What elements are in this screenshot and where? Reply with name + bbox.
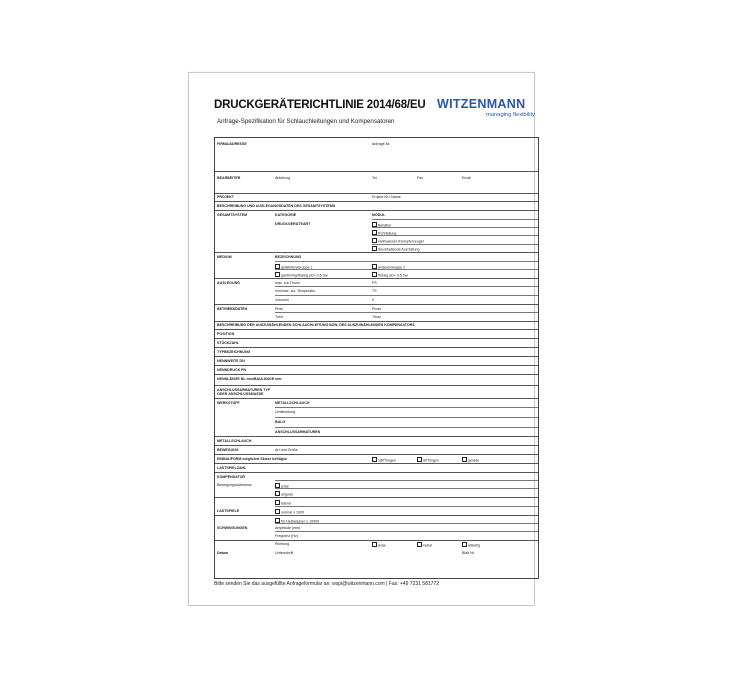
nennlaenge-label: NENNLÄNGE NL mm/BAULÄNGE mm — [217, 377, 282, 381]
checkbox-gasfoermig[interactable]: gasförmig/flüssig pD> 0,5 bar — [275, 272, 328, 278]
stueckzahl-label: STÜCKZAHL — [217, 341, 239, 345]
form-rule — [372, 227, 538, 228]
anfrage-label: Anfrage-Nr. — [372, 142, 391, 146]
form-rule — [215, 338, 538, 339]
gesamtsystem-label: GESAMTSYSTEM — [217, 213, 248, 217]
volumen-label: Volumen — [275, 298, 289, 302]
logo-wordmark: WITZENMANN — [437, 97, 526, 111]
form-rule — [215, 374, 538, 375]
form-rule — [215, 463, 538, 464]
gesamtsystem-heading: BESCHREIBUNG UND AUSLEGUNGSDATEN DES GESAMTSYSTEMS — [217, 204, 336, 208]
footer-note: Bitte senden Sie das ausgefüllte Anfrageformular an: wspi@witzenmann.com | Fax: +49 7231 581772 — [214, 581, 439, 587]
checkbox-richtung-axial[interactable]: axial — [372, 542, 385, 548]
art-und-groesse-label: Art und Größe — [275, 448, 298, 452]
form-rule — [215, 385, 538, 386]
form-rule — [215, 252, 538, 253]
form-rule — [215, 436, 538, 437]
lastspiele-label: LASTSPIELE — [217, 509, 240, 513]
form-sheet — [188, 72, 535, 606]
checkbox-rohrleitung[interactable]: Rohrleitung — [372, 230, 396, 236]
checkbox-gerade[interactable]: gerade — [462, 457, 479, 463]
tel-label: Tel. — [372, 176, 378, 180]
witzenmann-logo — [437, 97, 537, 118]
form-rule — [215, 497, 538, 498]
checkbox-richtung-radial[interactable]: radial — [417, 542, 432, 548]
druckgeraeteart-label: DRUCKGERÄTEART — [275, 222, 311, 226]
checkbox-90-bogen[interactable]: 90°Bogen — [417, 457, 439, 463]
anschlussarmaturen-label: ANSCHLUSSARMATUREN — [275, 430, 321, 434]
specification-form — [214, 137, 539, 579]
checkbox-lastspiele-normal[interactable]: normal ≥ 1000 — [275, 509, 304, 515]
logo-tagline: managing flexibility — [486, 112, 535, 118]
medium-label: MEDIUM — [217, 255, 232, 259]
modul-label: MODUL — [372, 213, 386, 217]
checkbox-behaelter[interactable]: Behälter — [372, 222, 391, 228]
projekt-nr-label: Projekt-Nr./-Name — [372, 195, 401, 199]
form-rule — [275, 407, 538, 408]
checkbox-180-bogen[interactable]: 180°Bogen — [372, 457, 396, 463]
bezeichnung-label: BEZEICHNUNG — [275, 255, 302, 259]
form-rule — [275, 531, 538, 532]
email-label: Email — [462, 176, 471, 180]
form-rule — [215, 398, 538, 399]
form-rule — [215, 356, 538, 357]
metallschlauch-label: METALLSCHLAUCH — [217, 439, 252, 443]
form-rule — [275, 286, 538, 287]
checkbox-axial[interactable]: axial — [275, 483, 288, 489]
balg-label: BALG — [275, 420, 286, 424]
form-rule — [215, 304, 538, 305]
form-rule — [275, 417, 538, 418]
form-rule — [275, 488, 538, 489]
position-label: POSITION — [217, 332, 235, 336]
anschlussmasse-label: ODER ANSCHLUSSMASSE — [217, 392, 264, 396]
frequenz-label: Frequenz (Hz) — [275, 534, 298, 538]
form-rule — [215, 515, 538, 516]
pmax-label: Pmax — [372, 307, 382, 311]
form-rule — [275, 295, 538, 296]
form-rule — [215, 329, 538, 330]
werkstoff-label: WERKSTOFF — [217, 401, 240, 405]
schwingungen-label: SCHWINGUNGEN — [217, 526, 248, 530]
werkstoff-metallschlauch-label: METALLSCHLAUCH — [275, 401, 310, 405]
auslegung-label: AUSLEGUNG — [217, 281, 240, 285]
fax-label: Fax — [417, 176, 423, 180]
bewegung-label: BEWEGUNG — [217, 448, 239, 452]
betriebsdaten-label: BETRIEBSDATEN — [217, 307, 248, 311]
abteilung-label: Abteilung — [275, 176, 290, 180]
form-rule — [275, 261, 538, 262]
form-rule — [215, 540, 538, 541]
richtung-label: Richtung — [275, 542, 290, 546]
nenndruck-label: NENNDRUCK PN — [217, 368, 247, 372]
v-label: V — [372, 298, 375, 302]
form-rule — [372, 244, 538, 245]
form-rule — [372, 235, 538, 236]
form-rule — [215, 445, 538, 446]
ps-label: PS — [372, 281, 377, 285]
checkbox-druckhaltende-ausruestung[interactable]: druckhaltende Ausrüstung — [372, 246, 420, 252]
checkbox-lastspiele-heisswasser[interactable]: für Heißwasser ≥ 10000 — [275, 518, 319, 524]
umflechtung-label: Umflechtung — [275, 410, 296, 414]
blatt-nr-label: Blatt Nr. — [462, 551, 475, 555]
checkbox-andere[interactable]: andere/Gruppe 2 — [372, 264, 405, 270]
temperatur-label: min/max. zul. Temperatur — [275, 289, 316, 293]
form-rule — [275, 427, 538, 428]
checkbox-angular[interactable]: angular — [275, 491, 293, 497]
anschluss-typ-label: ANSCHLUSSARMATUREN TYP — [217, 388, 271, 392]
typbezeichnung-label: TYPBEZEICHNUNG — [217, 350, 251, 354]
tmin-label: Tmin — [275, 315, 283, 319]
checkbox-richtung-allseitig[interactable]: allseitig — [462, 542, 480, 548]
form-rule — [275, 312, 538, 313]
projekt-label: PROJEKT — [217, 195, 234, 199]
amplitude-label: Amplitude (mm) — [275, 526, 301, 530]
form-rule — [215, 278, 538, 279]
form-rule — [275, 480, 538, 481]
pmin-label: Pmin — [275, 307, 284, 311]
firma-label: FIRMA/ADRESSE — [217, 142, 247, 146]
checkbox-fluessig[interactable]: flüssig pD< 0,5 bar — [372, 272, 408, 278]
form-rule — [215, 454, 538, 455]
form-rule — [215, 472, 538, 473]
page-title: DRUCKGERÄTERICHTLINIE 2014/68/EU — [214, 99, 426, 111]
form-rule — [215, 347, 538, 348]
page-subtitle: Anfrage-Spezifikation für Schlauchleitungen und Kompensatoren — [217, 118, 395, 125]
checkbox-gefaehrlich[interactable]: gefährlich/Gruppe 1 — [275, 264, 313, 270]
form-rule — [215, 201, 538, 202]
form-rule — [215, 210, 538, 211]
form-rule — [275, 269, 538, 270]
form-rule — [215, 365, 538, 366]
ts-label: TS — [372, 289, 377, 293]
nennweite-label: NENNWEITE DN — [217, 359, 245, 363]
einbauform-label: EINBAUFORM möglichst Skizze beifügen — [217, 457, 288, 461]
kompensator-label: KOMPENSATOR — [217, 475, 246, 479]
form-rule — [372, 219, 538, 220]
form-rule — [215, 171, 538, 172]
kompensator-heading: BESCHREIBUNG DER AUSZUWÄHLENDEN SCHLAUCHLEITUNG BZW. DES AUSZUWÄHLENDEN KOMPENSATORS — [217, 323, 415, 327]
bearbeiter-label: BEARBEITER — [217, 176, 241, 180]
checkbox-lateral[interactable]: lateral — [275, 500, 291, 506]
datum-label: Datum — [217, 551, 229, 555]
form-rule — [275, 506, 538, 507]
lastspielzahl-label: LASTSPIELZAHL — [217, 466, 247, 470]
checkbox-heisswassererzeuger[interactable]: Heißwasser-/Dampferzeuger — [372, 238, 424, 244]
bewegungsaufnahme-label: Bewegungsaufnahme — [217, 483, 252, 487]
unterschrift-label: Unterschrift — [275, 551, 294, 555]
druck-label: max. zul. Druck — [275, 281, 300, 285]
kategorie-label: KATEGORIE — [275, 213, 297, 217]
form-rule — [215, 193, 538, 194]
form-rule — [215, 321, 538, 322]
tmax-label: Tmax — [372, 315, 381, 319]
